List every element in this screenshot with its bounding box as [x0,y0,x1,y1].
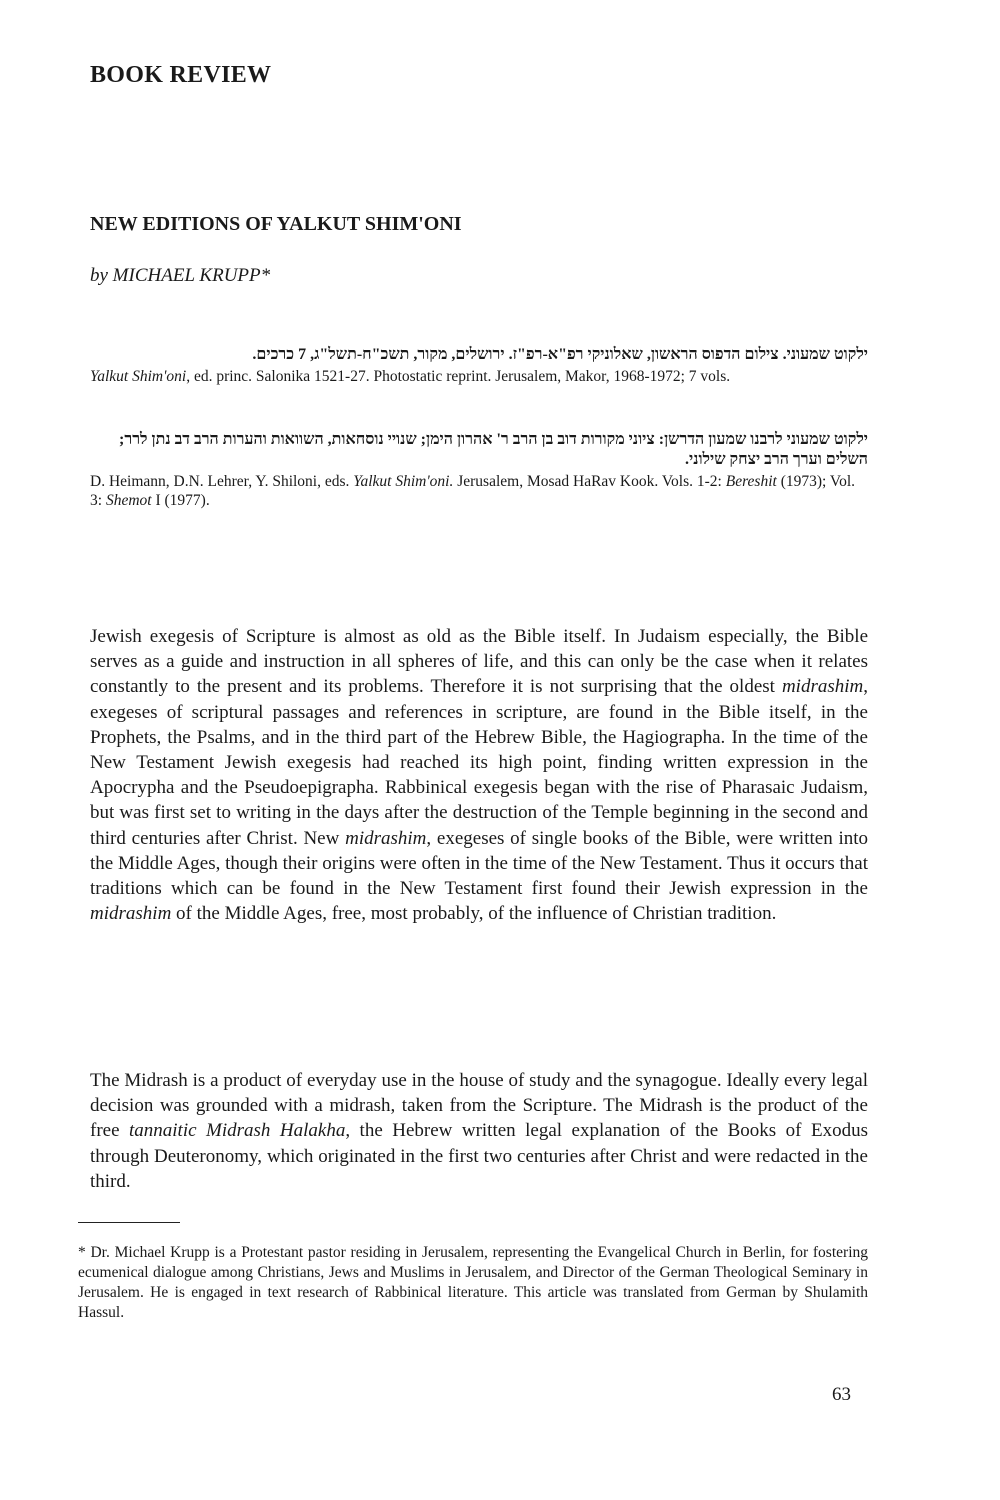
italic-text: midrashim [781,676,864,698]
article-title: NEW EDITIONS OF YALKUT SHIM'ONI [90,213,462,235]
reference-1-english [90,367,868,386]
text-run: D. Heimann, D.N. Lehrer, Y. Shiloni, eds. [90,473,354,490]
reference-2-hebrew: ילקוט שמעוני לרבנו שמעון הדרשן: ציוני מקורות דוב בן הרב ר' אהרון הימן; שנויי נוסחאות, השוואות והערות הרב דב נתן לרר; השלים וערך הרב יצחק שילוני. [119,431,868,468]
footnote-divider [78,1222,180,1223]
text-run: , exegeses of single books of the Bible, were written into the Middle Ages, though their origins were often in the time of the New Testament. Thus it occurs that traditions which can be found in the New Testament first found their Jewish expression in the [90,827,868,900]
reference-1 [90,345,868,386]
text-run: The Midrash is a product of everyday use in the house of study and the synagogue. Ideally every legal decision was grounded with a midrash, taken from the Scripture. The Midrash is the product of the free [90,1070,868,1142]
body-paragraph-2-text [90,1068,868,1194]
italic-text: midrashim [90,903,172,925]
footnote: * Dr. Michael Krupp is a Protestant pastor residing in Jerusalem, representing the Evangelical Church in Berlin, for fostering ecumenical dialogue among Christians, Jews and Muslims in Jerusalem, and Director of the German Theological Seminary in Jerusalem. He is engaged in text research of Rabbinical literature. This article was translated from German by Shulamith Hassul. [78,1244,868,1321]
reference-1-hebrew: ילקוט שמעוני. צילום הדפוס הראשון, שאלוניקי רפ"א-רפ"ז. ירושלים, מקור, תשכ"ח-תשל"ג, 7 כרכים. [252,346,868,363]
text-run: of the Middle Ages, free, most probably, of the influence of Christian tradition. [171,903,777,925]
text-run: Jerusalem, Mosad HaRav Kook. Vols. 1-2: [453,473,726,490]
reference-2-english [90,472,868,510]
text-run: (1973); Vol. 3: [90,473,856,509]
text-run: Jewish exegesis of Scripture is almost as old as the Bible itself. In Judaism especially, the Bible serves as a guide and instruction in all spheres of life, and this can only be the case when it relates constantly to the present and its problems. Therefore it is not surprising that the oldest [90,626,868,698]
italic-text: Shemot [105,492,152,509]
section-label: BOOK REVIEW [90,62,272,88]
italic-text: Bereshit [725,473,777,490]
italic-text: Yalkut Shim'oni. [353,473,454,490]
byline: by MICHAEL KRUPP* [90,265,271,286]
italic-text: Yalkut Shim'oni [90,368,187,385]
italic-text: tannaitic Midrash Halakha [129,1120,346,1142]
body-paragraph-1 [90,624,868,926]
text-run: , exegeses of scriptural passages and references in scripture, are found in the Bible itself, in the Prophets, the Psalms, and in the third part of the Hebrew Bible, the Hagiographa. In the time of the New Testament Jewish exegesis had reached its high point, finding written expression in the Apocrypha and the Pseudoepigrapha. Rabbinical exegesis began with the rise of Pharasaic Judaism, but was first set to writing in the days after the destruction of the Temple beginning in the second and third centuries after Christ. New [90,676,868,849]
text-run: I (1977). [151,492,210,509]
reference-2 [90,430,868,510]
body-paragraph-1-text [90,624,868,926]
text-run: , the Hebrew written legal explanation of the Books of Exodus through Deuteronomy, which originated in the first two centuries after Christ and were redacted in the third. [90,1120,868,1192]
italic-text: midrashim [345,827,427,849]
page-number: 63 [832,1384,851,1405]
text-run: , ed. princ. Salonika 1521-27. Photostatic reprint. Jerusalem, Makor, 1968-1972; 7 vols. [186,368,731,385]
body-paragraph-2 [90,1068,868,1194]
